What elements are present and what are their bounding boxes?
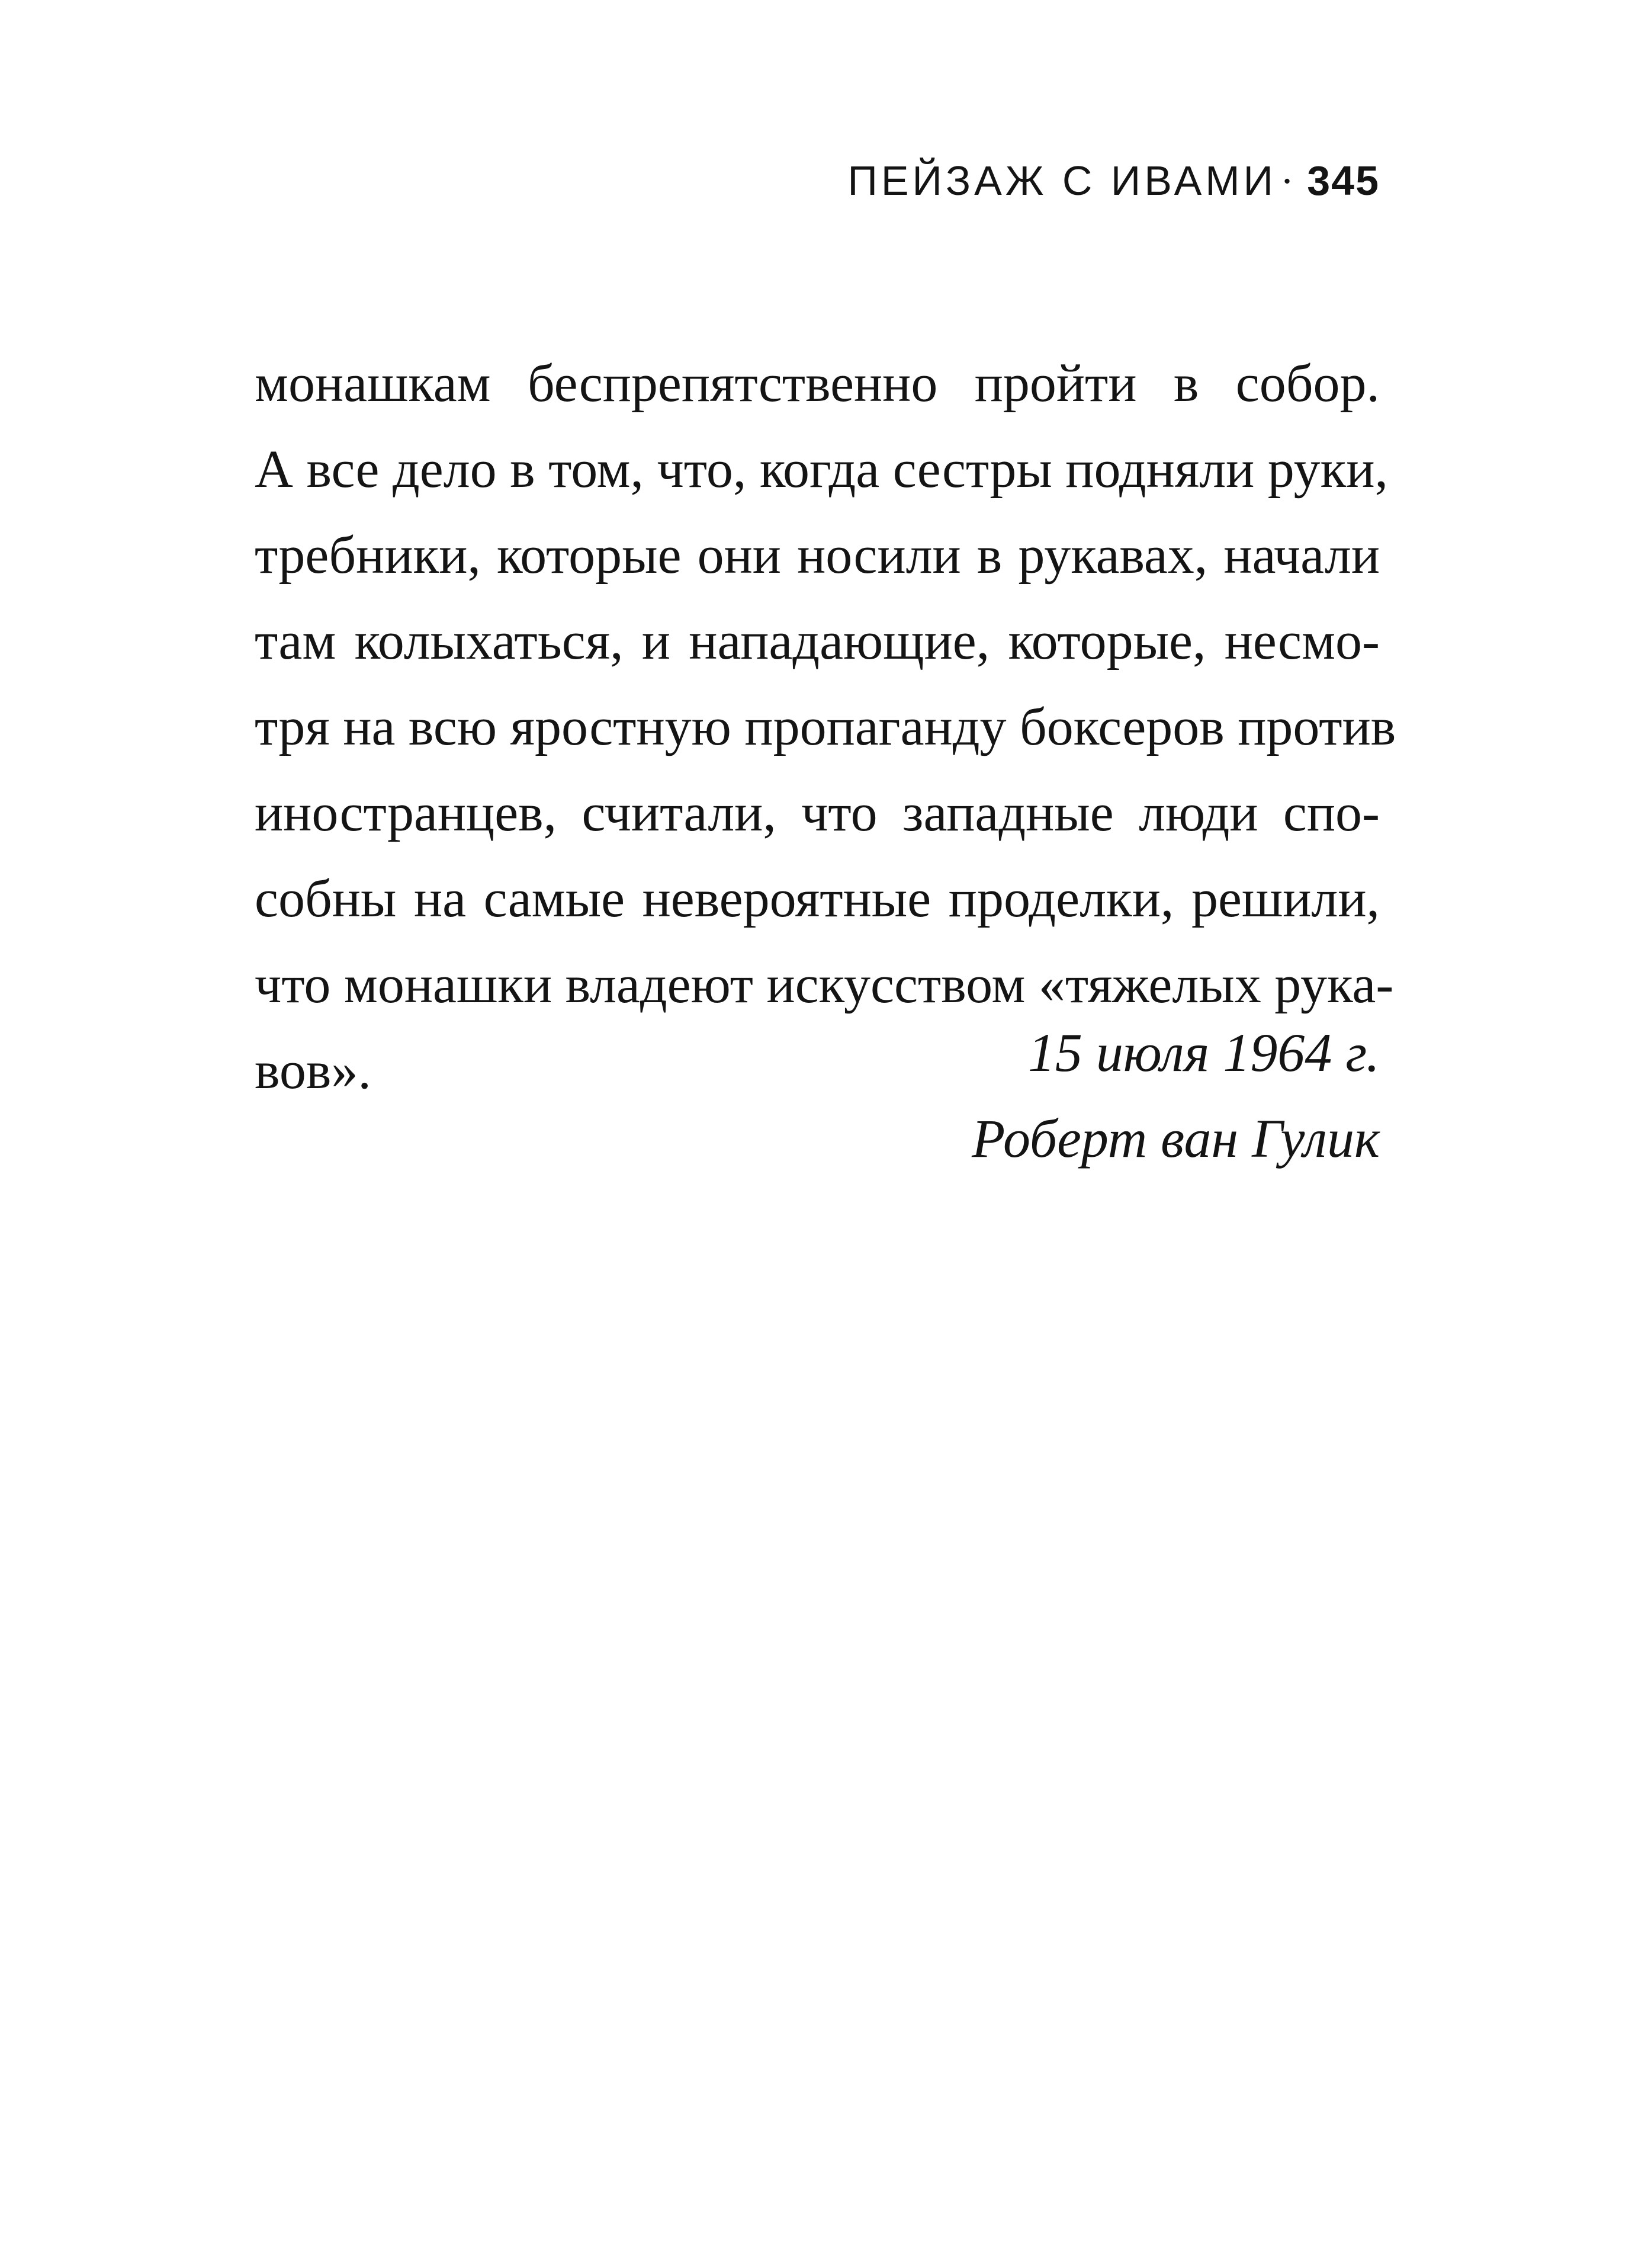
text-line: иностранцев, считали, что западные люди спо- (255, 784, 1380, 842)
text-line: там колыхаться, и нападающие, которые, несмо- (255, 612, 1380, 671)
running-head-separator: · (1280, 159, 1297, 204)
text-line: монашкам беспрепятственно пройти в собор. (255, 354, 1380, 413)
text-line: что монашки владеют искусством «тяжелых рука- (255, 955, 1394, 1014)
page-number: 345 (1307, 158, 1380, 204)
text-line: требники, которые они носили в рукавах, начали (255, 526, 1380, 585)
signature-block (972, 1010, 1380, 1182)
running-head (848, 151, 1380, 211)
signature-author: Роберт ван Гулик (972, 1108, 1380, 1169)
running-head-title: ПЕЙЗАЖ С ИВАМИ (847, 158, 1277, 204)
text-line-last: вов». (255, 1041, 371, 1100)
body-paragraph (255, 341, 1396, 1114)
signature-date: 15 июля 1964 г. (1027, 1022, 1380, 1083)
text-line: тря на всю яростную пропаганду боксеров против (255, 698, 1396, 756)
text-line: собны на самые невероятные проделки, решили, (255, 870, 1380, 928)
text-line: А все дело в том, что, когда сестры подняли руки, (255, 440, 1388, 499)
